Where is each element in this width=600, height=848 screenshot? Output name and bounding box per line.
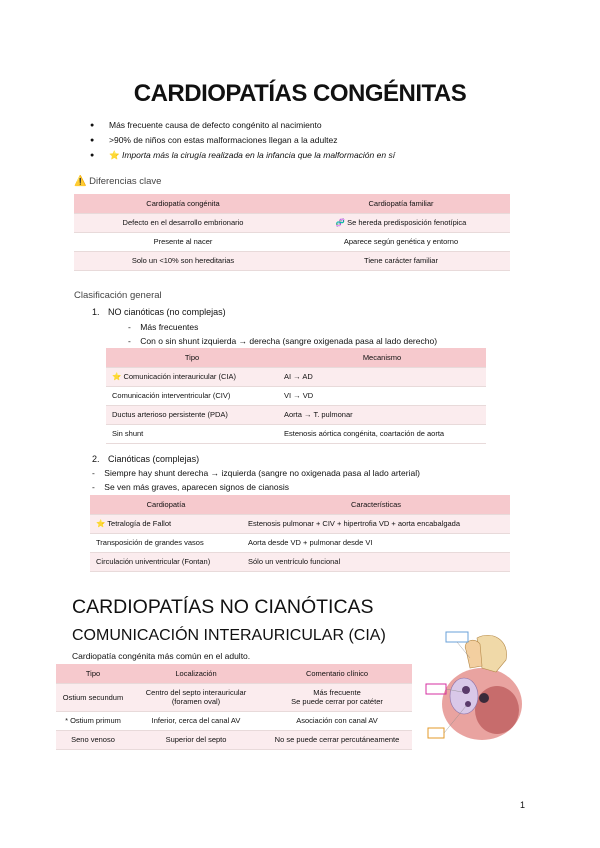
table-row	[74, 213, 510, 232]
table-cell-text: Tetralogía de Fallot	[107, 519, 172, 528]
table-row	[106, 367, 486, 386]
valve-mark	[479, 693, 489, 703]
item-text: NO cianóticas (no complejas)	[108, 307, 226, 317]
bullet-item	[90, 148, 395, 163]
table-cell: Solo un <10% son hereditarias	[74, 251, 292, 270]
ventricle-shape	[475, 686, 519, 734]
bullet-text: Importa más la cirugía realizada en la infancia que la malformación en sí	[121, 150, 396, 160]
table-row	[106, 386, 486, 405]
table-header: Localización	[130, 664, 262, 683]
table-header: Cardiopatía familiar	[292, 194, 510, 213]
sub-item: - Se ven más graves, aparecen signos de cianosis	[92, 482, 290, 492]
dna-icon: 🧬	[335, 218, 345, 227]
table-cell-text: Se hereda predisposición fenotípica	[347, 218, 467, 227]
table-header-row	[74, 194, 510, 213]
page-number: 1	[520, 800, 526, 810]
table-cell: Comunicación interventricular (CIV)	[106, 386, 278, 405]
table-row	[74, 251, 510, 270]
table-cell: Estenosis pulmonar + CIV + hipertrofia VD + aorta encabalgada	[242, 514, 510, 533]
table-cell	[90, 514, 242, 533]
table-cell: Inferior, cerca del canal AV	[130, 711, 262, 730]
table-cell: Centro del septo interauricular (foramen oval)	[130, 683, 262, 711]
clasificacion-label: Clasificación general	[74, 290, 162, 301]
section-heading: CARDIOPATÍAS NO CIANÓTICAS	[72, 596, 374, 618]
bullet-item: ● >90% de niños con estas malformaciones llegan a la adultez	[90, 133, 395, 148]
star-icon: ⭐	[96, 519, 106, 528]
table-header: Características	[242, 495, 510, 514]
star-icon: ⭐	[109, 150, 120, 160]
table-cell: AI → AD	[278, 367, 486, 386]
septal-defect-mark	[462, 686, 470, 694]
sub-item-text: Con o sin shunt izquierda → derecha (sangre oxigenada pasa al lado derecho)	[140, 336, 438, 346]
table-header-row	[106, 348, 486, 367]
warning-icon: ⚠️	[74, 176, 87, 187]
table-header: Mecanismo	[278, 348, 486, 367]
table-cell: * Ostium primum	[56, 711, 130, 730]
table-cell: Seno venoso	[56, 730, 130, 749]
sub-item: - Con o sin shunt izquierda → derecha (sangre oxigenada pasa al lado derecho)	[128, 336, 438, 346]
table-cell: No se puede cerrar percutáneamente	[262, 730, 412, 749]
table-cell: Sin shunt	[106, 424, 278, 443]
diferencias-label-text: Diferencias clave	[89, 176, 162, 187]
sub-item: - Más frecuentes	[128, 322, 199, 332]
diferencias-label	[74, 176, 161, 187]
table-cell	[292, 213, 510, 232]
table-cell: Defecto en el desarrollo embrionario	[74, 213, 292, 232]
table-cell	[106, 367, 278, 386]
table-row	[74, 232, 510, 251]
cianoticas-table	[90, 495, 510, 572]
no-cianoticas-table	[106, 348, 486, 444]
intro-bullet-list	[90, 118, 395, 163]
table-cell: Sólo un ventrículo funcional	[242, 552, 510, 571]
numbered-item-2	[92, 454, 199, 464]
table-cell: Aorta → T. pulmonar	[278, 405, 486, 424]
label-box	[426, 684, 446, 694]
sub-item-text: Más frecuentes	[140, 322, 199, 332]
table-row	[56, 711, 412, 730]
table-header: Cardiopatía congénita	[74, 194, 292, 213]
heart-anatomy-illustration	[422, 628, 530, 748]
star-icon: ⭐	[112, 372, 122, 381]
table-header-row	[90, 495, 510, 514]
table-cell: Presente al nacer	[74, 232, 292, 251]
sub-item-text: Se ven más graves, aparecen signos de cianosis	[104, 482, 290, 492]
table-row	[106, 424, 486, 443]
table-cell: Ductus arterioso persistente (PDA)	[106, 405, 278, 424]
sub-item-text: Siempre hay shunt derecha → izquierda (sangre no oxigenada pasa al lado arterial)	[104, 468, 420, 478]
table-header: Tipo	[106, 348, 278, 367]
item-text: Cianóticas (complejas)	[108, 454, 200, 464]
table-cell: Tiene carácter familiar	[292, 251, 510, 270]
table-row	[90, 514, 510, 533]
subsection-heading: COMUNICACIÓN INTERAURICULAR (CIA)	[72, 627, 386, 644]
table-cell: Aparece según genética y entorno	[292, 232, 510, 251]
numbered-item-1	[92, 307, 226, 317]
item-number: 2.	[92, 454, 100, 464]
diferencias-table	[74, 194, 510, 271]
table-cell: Aorta desde VD + pulmonar desde VI	[242, 533, 510, 552]
table-row	[56, 683, 412, 711]
sub-item: - Siempre hay shunt derecha → izquierda (sangre no oxigenada pasa al lado arterial)	[92, 468, 420, 478]
vein-shape	[465, 640, 482, 668]
table-cell-text: Comunicación interauricular (CIA)	[123, 372, 236, 381]
table-cell: Transposición de grandes vasos	[90, 533, 242, 552]
cia-table	[56, 664, 412, 750]
table-cell: VI → VD	[278, 386, 486, 405]
table-cell: Estenosis aórtica congénita, coartación de aorta	[278, 424, 486, 443]
table-header: Comentario clínico	[262, 664, 412, 683]
aorta-shape	[477, 635, 507, 672]
section-note: Cardiopatía congénita más común en el adulto.	[72, 651, 251, 661]
page-title: CARDIOPATÍAS CONGÉNITAS	[133, 80, 467, 107]
label-box	[446, 632, 468, 642]
table-header-row	[56, 664, 412, 683]
bullet-item: ● Más frecuente causa de defecto congénito al nacimiento	[90, 118, 395, 133]
table-row	[56, 730, 412, 749]
table-header: Tipo	[56, 664, 130, 683]
table-cell: Superior del septo	[130, 730, 262, 749]
table-cell: Asociación con canal AV	[262, 711, 412, 730]
item-number: 1.	[92, 307, 100, 317]
table-header: Cardiopatía	[90, 495, 242, 514]
table-row	[90, 533, 510, 552]
label-box	[428, 728, 444, 738]
table-cell: Ostium secundum	[56, 683, 130, 711]
table-cell: Circulación univentricular (Fontan)	[90, 552, 242, 571]
table-cell: Más frecuente Se puede cerrar por catéter	[262, 683, 412, 711]
table-row	[90, 552, 510, 571]
table-row	[106, 405, 486, 424]
